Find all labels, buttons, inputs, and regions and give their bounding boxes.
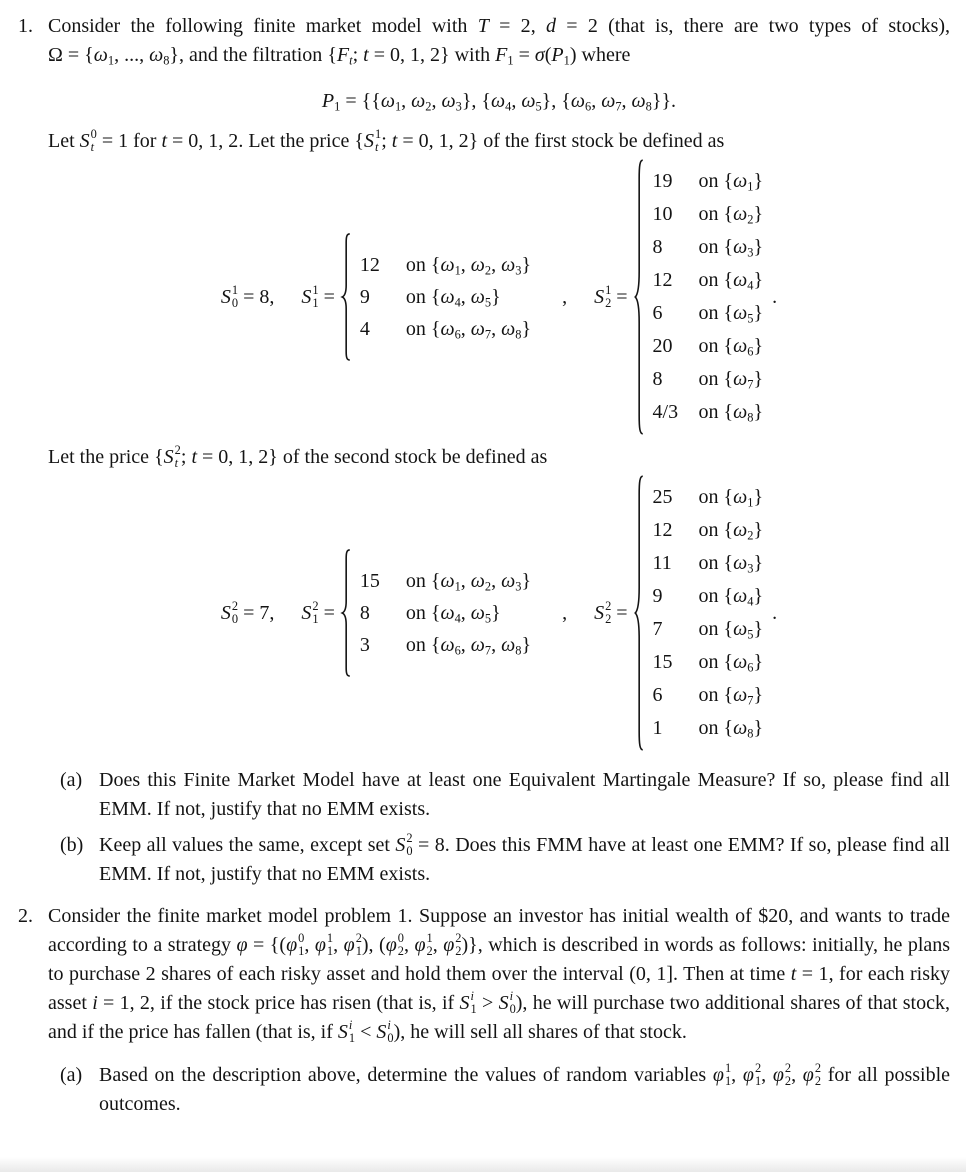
stock2-t2-cases bbox=[633, 481, 764, 745]
part-text: Keep all values the same, except set S 2 0 = 8. Does this FMM have at least one EMM? If so, please find all EMM. If not, justify that no EMM exists. bbox=[99, 831, 950, 885]
problem-2-body bbox=[48, 902, 950, 1119]
case-row bbox=[653, 264, 764, 297]
case-value: 9 bbox=[359, 285, 370, 308]
stock1-t2-cases bbox=[633, 165, 764, 429]
stock2-price-display bbox=[48, 481, 950, 745]
stock1-t1-cases bbox=[340, 241, 531, 353]
case-row bbox=[653, 712, 764, 745]
case-row bbox=[653, 363, 764, 396]
comma-separator: , bbox=[562, 601, 568, 624]
problem-2-intro: Consider the finite market model problem 1. Suppose an investor has initial wealth of $20, and wants to trade according to a strategy φ = {(φ 0 1 , φ 1 1 , φ 2 1 ), (φ 0 2 , φ 1 2 , φ 2 2 )}, which is described in words as follows: initially, he plans to purchase 2 shares of each risky asset and hold them over the interval (0, 1]. Then at time t = 1, for each risky asset i = 1, 2, if the stock price has risen (that is, if S i 1 > S i 0 ), he will purchase two additional shares of that stock, and if the price has fallen (that is, if S i 1 < S i 0 ), he will sell all shares of that stock. bbox=[48, 905, 951, 1046]
case-condition: on {$\omega_1$, $\omega_2$, $\omega_3$} bbox=[405, 253, 532, 277]
partition-equation: $P_1 = \{\{\omega_1$, $\omega_2$, $\omega_3$}, {$\omega_4$, $\omega_5$}, {$\omega_6$, $\omega_7$, $\omega_8$}}. bbox=[321, 90, 677, 114]
case-row bbox=[653, 165, 764, 198]
period-mark: . bbox=[772, 601, 778, 624]
case-row bbox=[653, 481, 764, 514]
case-condition: on $\{\omega_2\}$ bbox=[698, 203, 764, 227]
case-condition: on {$\omega_4$, $\omega_5$} bbox=[405, 601, 501, 625]
case-condition: on $\{\omega_4\}$ bbox=[698, 269, 764, 293]
problem-2-part-a bbox=[60, 1061, 950, 1119]
stock1-s0-term: S 1 0 = 8, bbox=[220, 282, 275, 310]
case-condition: on $\{\omega_1\}$ bbox=[698, 486, 764, 510]
case-value: 4 bbox=[359, 317, 370, 340]
case-row bbox=[360, 629, 531, 661]
case-condition: on $\{\omega_6\}$ bbox=[698, 651, 764, 675]
case-value: 19 bbox=[652, 170, 673, 192]
case-condition: on $\{\omega_5\}$ bbox=[698, 302, 764, 326]
case-condition: on $\{\omega_8\}$ bbox=[698, 717, 764, 741]
case-condition: on $\{\omega_7\}$ bbox=[698, 684, 764, 708]
case-value: 7 bbox=[652, 618, 663, 640]
page-bottom-edge bbox=[0, 1157, 966, 1172]
case-value: 9 bbox=[652, 585, 663, 607]
curly-brace-icon bbox=[340, 232, 353, 362]
case-condition: on $\{\omega_7\}$ bbox=[698, 368, 764, 392]
case-condition: on {$\omega_6$, $\omega_7$, $\omega_8$} bbox=[405, 633, 532, 657]
case-row bbox=[653, 514, 764, 547]
case-value: 6 bbox=[652, 684, 663, 706]
problem-1-body bbox=[48, 12, 950, 889]
case-row bbox=[360, 281, 531, 313]
case-value: 20 bbox=[652, 335, 673, 357]
curly-brace-icon bbox=[633, 156, 646, 438]
period-mark: . bbox=[772, 285, 778, 308]
case-row bbox=[653, 330, 764, 363]
case-list bbox=[646, 481, 764, 745]
case-condition: on $\{\omega_8\}$ bbox=[698, 401, 764, 425]
case-condition: on {$\omega_6$, $\omega_7$, $\omega_8$} bbox=[405, 317, 532, 341]
part-label: (a) bbox=[60, 769, 83, 791]
case-row bbox=[653, 646, 764, 679]
case-value: 12 bbox=[652, 519, 673, 541]
case-list bbox=[646, 165, 764, 429]
case-row bbox=[653, 231, 764, 264]
part-label: (a) bbox=[60, 1064, 83, 1086]
case-row bbox=[360, 249, 531, 281]
stock2-t1-cases bbox=[340, 557, 531, 669]
stock1-s1-lhs: S 1 1 = bbox=[301, 282, 335, 310]
part-text: Based on the description above, determine the values of random variables φ 1 1 , φ 2 1 , φ 2 2 , φ 2 2 for all possible outcomes. bbox=[99, 1061, 950, 1115]
stock1-s2-lhs: S 1 2 = bbox=[594, 282, 628, 310]
curly-brace-icon bbox=[633, 472, 646, 754]
case-row bbox=[360, 565, 531, 597]
case-value: 15 bbox=[652, 651, 673, 673]
part-label: (b) bbox=[60, 834, 84, 856]
numeraire-line: Let S 0 t = 1 for t = 0, 1, 2. Let the price {S 1 t ; t = 0, 1, 2} of the first stock be defined as bbox=[48, 127, 725, 155]
stock2-s2-lhs: S 2 2 = bbox=[594, 598, 628, 626]
case-condition: on $\{\omega_3\}$ bbox=[698, 552, 764, 576]
case-value: 3 bbox=[359, 633, 370, 656]
case-value: 8 bbox=[652, 368, 663, 390]
case-row bbox=[653, 396, 764, 429]
stock1-price-display bbox=[48, 165, 950, 429]
case-value: 25 bbox=[652, 486, 673, 508]
second-stock-line: Let the price {S 2 t ; t = 0, 1, 2} of the second stock be defined as bbox=[48, 443, 548, 471]
case-list bbox=[353, 565, 531, 661]
case-value: 8 bbox=[359, 601, 370, 624]
case-condition: on $\{\omega_2\}$ bbox=[698, 519, 764, 543]
case-condition: on $\{\omega_4\}$ bbox=[698, 585, 764, 609]
problem-2-number: 2. bbox=[18, 905, 33, 927]
case-row bbox=[653, 580, 764, 613]
stock2-s0-term: S 2 0 = 7, bbox=[220, 598, 275, 626]
problem-1-number: 1. bbox=[18, 15, 33, 37]
case-value: 1 bbox=[652, 717, 663, 739]
curly-brace-icon bbox=[340, 548, 353, 678]
case-row bbox=[653, 297, 764, 330]
problem-2-parts bbox=[48, 1061, 950, 1119]
case-list bbox=[353, 249, 531, 345]
case-condition: on $\{\omega_6\}$ bbox=[698, 335, 764, 359]
case-value: 11 bbox=[652, 552, 672, 574]
problem-1-part-a bbox=[60, 766, 950, 824]
problem-1-part-b bbox=[60, 831, 950, 889]
problem-1-intro: Consider the following finite market model with T = 2, d = 2 (that is, there are two types of stocks), $\Omega = \{\omega_1$, ..., $\omega_8$}, and the filtration {$F_t$; t = 0, 1, 2} with $F_1 = \sigma(P_1)$ where bbox=[48, 15, 951, 68]
case-value: 12 bbox=[359, 253, 380, 276]
problem-2 bbox=[18, 902, 950, 1119]
case-row bbox=[360, 597, 531, 629]
case-row bbox=[360, 313, 531, 345]
part-text: Does this Finite Market Model have at least one Equivalent Martingale Measure? If so, please find all EMM. If not, justify that no EMM exists. bbox=[99, 769, 950, 820]
document-page bbox=[18, 12, 950, 1119]
case-value: 4/3 bbox=[652, 401, 679, 423]
stock2-s1-lhs: S 2 1 = bbox=[301, 598, 335, 626]
case-row bbox=[653, 198, 764, 231]
case-value: 10 bbox=[652, 203, 673, 225]
case-value: 6 bbox=[652, 302, 663, 324]
case-value: 12 bbox=[652, 269, 673, 291]
case-row bbox=[653, 547, 764, 580]
case-condition: on $\{\omega_1\}$ bbox=[698, 170, 764, 194]
case-condition: on $\{\omega_5\}$ bbox=[698, 618, 764, 642]
case-value: 8 bbox=[652, 236, 663, 258]
problem-1-parts bbox=[48, 766, 950, 889]
case-row bbox=[653, 679, 764, 712]
problem-1 bbox=[18, 12, 950, 889]
case-condition: on $\{\omega_3\}$ bbox=[698, 236, 764, 260]
case-value: 15 bbox=[359, 569, 380, 592]
case-row bbox=[653, 613, 764, 646]
comma-separator: , bbox=[562, 285, 568, 308]
case-condition: on {$\omega_4$, $\omega_5$} bbox=[405, 285, 501, 309]
case-condition: on {$\omega_1$, $\omega_2$, $\omega_3$} bbox=[405, 569, 532, 593]
